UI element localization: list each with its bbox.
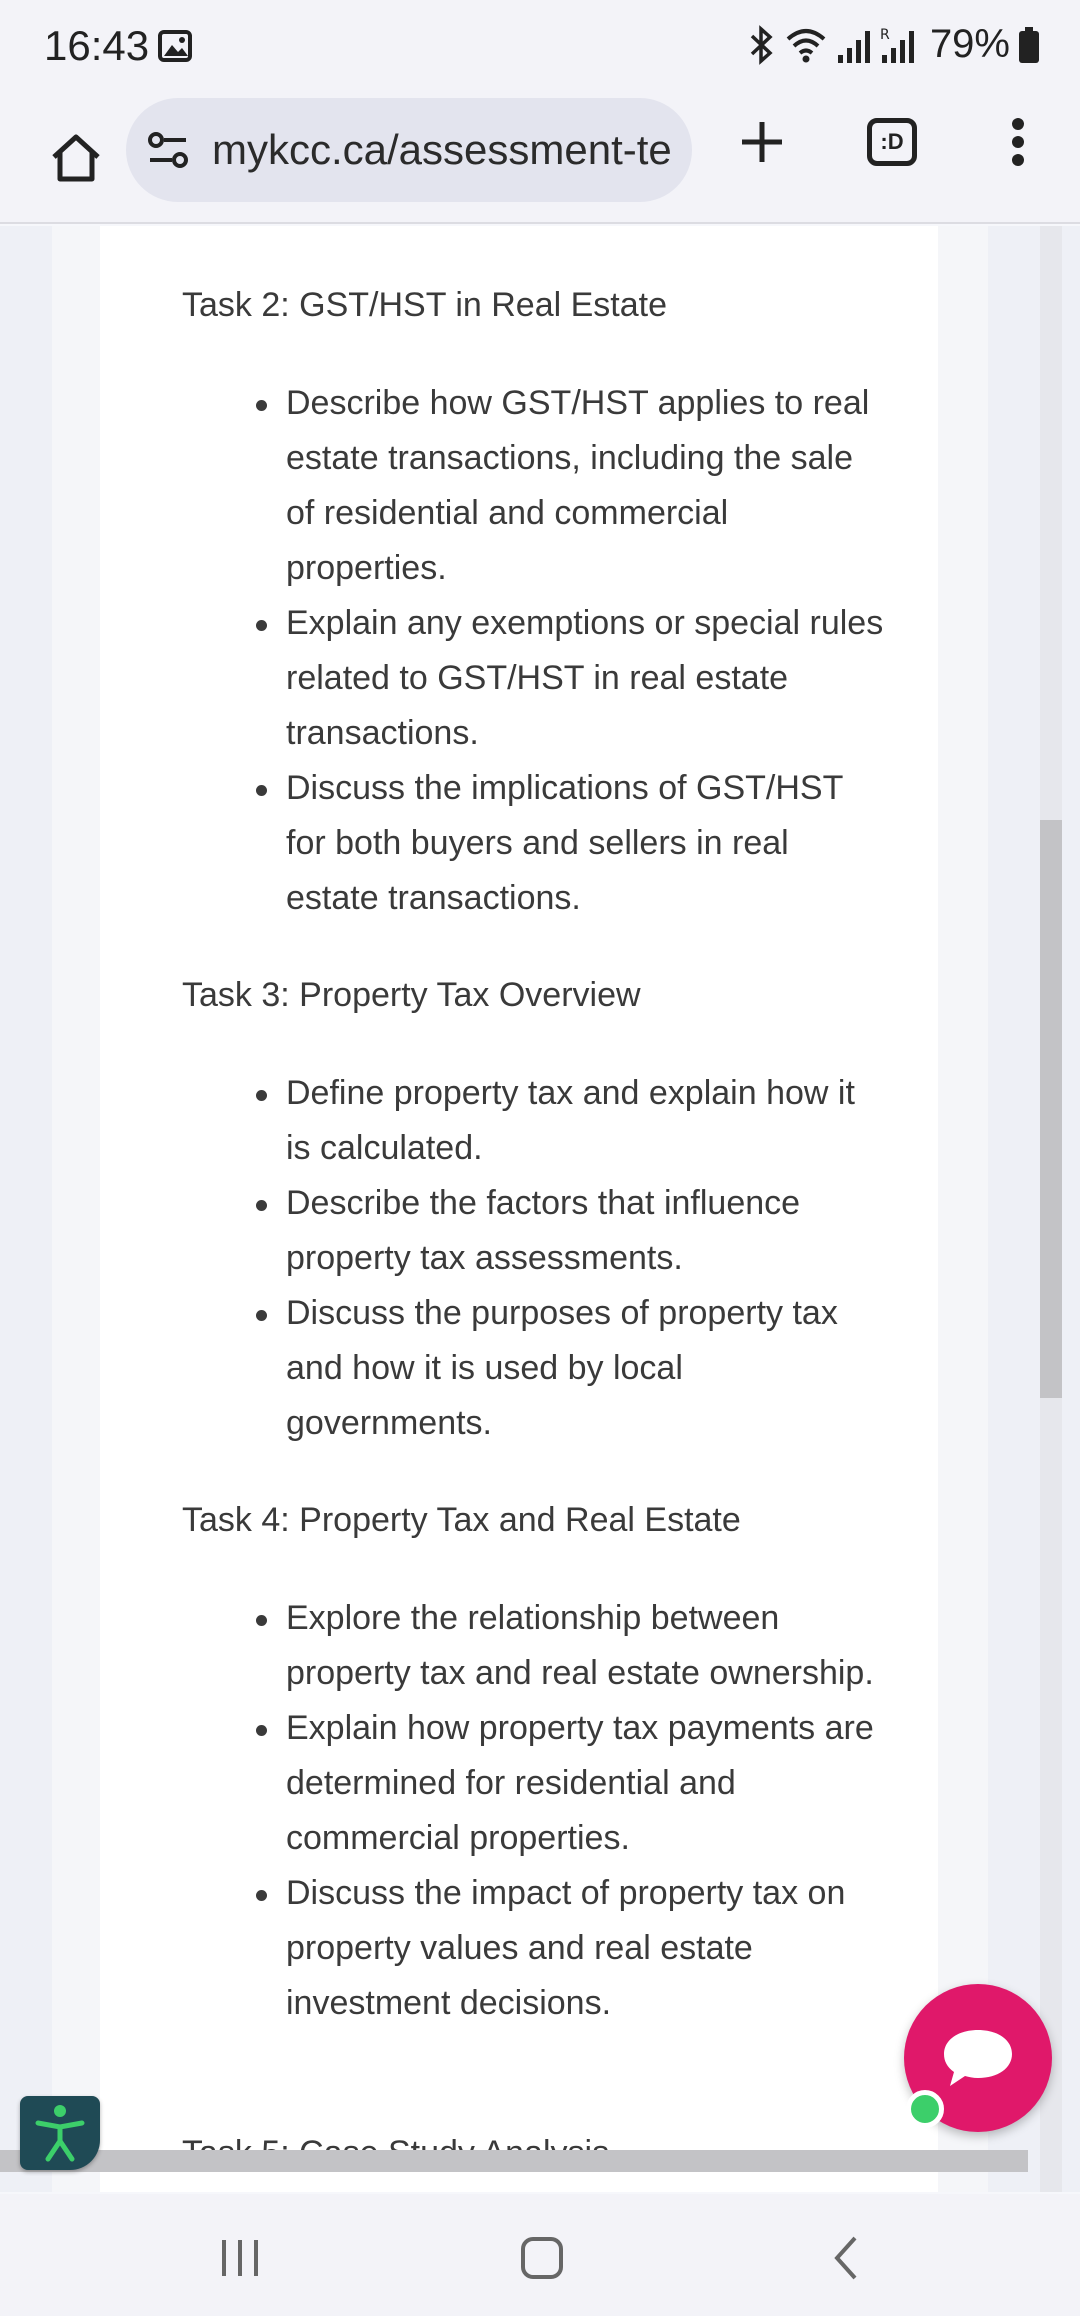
browser-toolbar xyxy=(0,92,1080,224)
task-title: Task 4: Property Tax and Real Estate xyxy=(182,1501,741,1539)
back-chevron-icon xyxy=(831,2234,861,2282)
url-text: mykcc.ca/assessment-te xyxy=(212,126,672,173)
web-page[interactable] xyxy=(0,226,1080,2192)
list-item: Describe the factors that influence property tax assessments. xyxy=(286,1176,886,1286)
list-item: Define property tax and explain how it is calculated. xyxy=(286,1066,886,1176)
system-nav-bar xyxy=(0,2194,1080,2316)
more-menu-button[interactable] xyxy=(978,102,1058,182)
home-icon xyxy=(48,131,104,185)
list-item: Describe how GST/HST applies to real estate transactions, including the sale of residential and commercial properties. xyxy=(286,376,886,596)
list-item: Explain how property tax payments are determined for residential and commercial properties. xyxy=(286,1701,886,1866)
task-list xyxy=(286,376,886,926)
list-item: Explain any exemptions or special rules related to GST/HST in real estate transactions. xyxy=(286,596,886,761)
online-status-dot xyxy=(906,2090,944,2128)
home-square-icon xyxy=(520,2236,564,2280)
recent-apps-button[interactable] xyxy=(200,2228,280,2288)
list-item: Discuss the implications of GST/HST for both buyers and sellers in real estate transactions. xyxy=(286,761,886,926)
battery-percent: 79% xyxy=(929,22,1010,66)
plus-icon xyxy=(738,118,786,166)
chat-bubble-icon xyxy=(940,2026,1016,2090)
list-item: Explore the relationship between property tax and real estate ownership. xyxy=(286,1591,886,1701)
battery-icon xyxy=(1018,27,1040,63)
wifi-icon xyxy=(784,25,828,65)
recent-apps-icon xyxy=(218,2238,262,2278)
home-button[interactable] xyxy=(36,118,116,198)
task-title: Task 3: Property Tax Overview xyxy=(182,976,641,1014)
url-bar[interactable] xyxy=(126,98,692,202)
list-item: Discuss the impact of property tax on property values and real estate investment decisions. xyxy=(286,1866,886,2031)
page-gutter-right xyxy=(938,226,988,2192)
tab-switcher-button[interactable] xyxy=(852,102,932,182)
svg-text:R: R xyxy=(879,26,890,43)
status-icons xyxy=(746,22,1040,67)
vertical-scrollbar-thumb[interactable] xyxy=(1040,820,1062,1398)
home-nav-button[interactable] xyxy=(502,2228,582,2288)
status-time: 16:43 xyxy=(44,22,150,69)
tabs-icon: :D xyxy=(867,118,917,166)
task-list xyxy=(286,1591,886,2031)
more-icon xyxy=(1010,117,1026,167)
bluetooth-icon xyxy=(746,25,776,65)
task-title: Task 2: GST/HST in Real Estate xyxy=(182,286,667,324)
signal-r-icon xyxy=(880,25,916,65)
accessibility-icon xyxy=(34,2103,86,2163)
gallery-icon xyxy=(158,30,192,62)
page-gutter-left xyxy=(52,226,100,2192)
list-item: Discuss the purposes of property tax and how it is used by local governments. xyxy=(286,1286,886,1451)
task-list xyxy=(286,1066,886,1451)
accessibility-button[interactable] xyxy=(20,2096,100,2170)
back-button[interactable] xyxy=(806,2228,886,2288)
horizontal-scrollbar[interactable] xyxy=(0,2150,1028,2172)
signal-icon xyxy=(836,25,872,65)
new-tab-button[interactable] xyxy=(722,102,802,182)
status-bar xyxy=(0,0,1080,92)
site-info-icon[interactable] xyxy=(146,128,190,172)
